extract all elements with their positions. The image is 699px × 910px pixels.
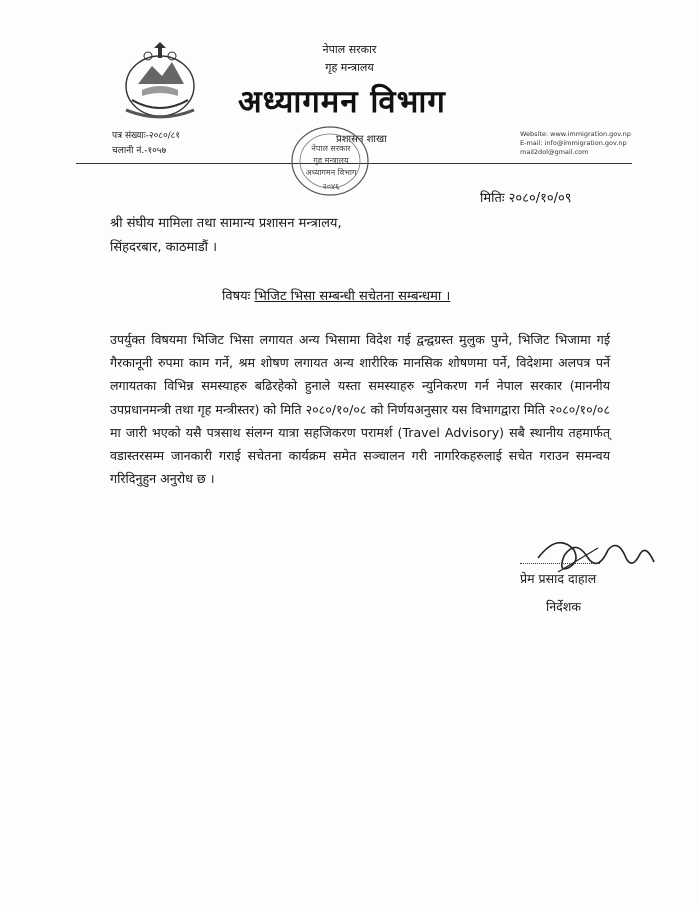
reference-number: पत्र संख्याः-२०८०/८१ bbox=[112, 131, 181, 141]
recipient-line-1: श्री संघीय मामिला तथा सामान्य प्रशासन मन्त्रालय, bbox=[110, 216, 342, 231]
department-title: अध्यागमन विभाग bbox=[238, 84, 446, 120]
email-text: E-mail: info@immigration.gov.np bbox=[520, 139, 627, 147]
website-text: Website: www.immigration.gov.np bbox=[520, 130, 631, 138]
letter-body: उपर्युक्त विषयमा भिजिट भिसा लगायत अन्य भिसामा विदेश गई द्वन्द्वग्रस्त मुलुक पुग्ने, भिजिट भिजामा गई गैरकानूनी रुपमा काम गर्ने, श्रम शोषण लगायत अन्य शारीरिक मानसिक शोषणमा पर्ने, विदेशमा अलपत्र पर्ने लगायतका विभिन्न समस्याहरु बढिरहेको हुनाले यस्ता समस्याहरु न्युनिकरण गर्न नेपाल सरकार (माननीय उपप्रधानमन्त्री तथा गृह मन्त्रीस्तर) को मिति २०८०/१०/०८ को निर्णयअनुसार यस विभागद्वारा मिति २०८०/१०/०८ मा जारी भएको यसै पत्रसाथ संलग्न यात्रा सहजिकरण परामर्श (Travel Advisory) सबै स्थानीय तहमार्फत् वडास्तरसम्म जानकारी गराई सचेतना कार्यक्रम समेत सञ्चालन गरी नागरिकहरुलाई सचेत गराउन समन्वय गरिदिनुहुन अनुरोध छ । bbox=[110, 332, 610, 487]
branch-name: प्रशासन शाखा bbox=[336, 134, 387, 145]
stamp-line-3: अध्यागमन विभाग bbox=[305, 168, 357, 177]
subject-label: विषयः bbox=[222, 289, 251, 304]
letter-date: मितिः २०८०/१०/०९ bbox=[480, 191, 572, 206]
stamp-line-2: गृह मन्त्रालय bbox=[313, 156, 349, 165]
signature-line bbox=[520, 563, 600, 564]
signatory-name: प्रेम प्रसाद दाहाल bbox=[520, 571, 597, 586]
stamp-line-4: २०४६ bbox=[322, 182, 340, 191]
recipient-line-2: सिंहदरबार, काठमाडौं । bbox=[110, 240, 218, 255]
email-secondary-text: mail2dol@gmail.com bbox=[520, 148, 589, 156]
stamp-line-1: नेपाल सरकार bbox=[311, 144, 351, 153]
subject-line bbox=[222, 286, 450, 304]
subject-text: भिजिट भिसा सम्बन्धी सचेतना सम्बन्धमा । bbox=[254, 289, 451, 304]
ministry-name: गृह मन्त्रालय bbox=[325, 61, 374, 74]
dispatch-number: चलानी नं.-१०५७ bbox=[112, 146, 167, 156]
government-name: नेपाल सरकार bbox=[322, 43, 377, 56]
signatory-title: निर्देशक bbox=[546, 599, 581, 614]
